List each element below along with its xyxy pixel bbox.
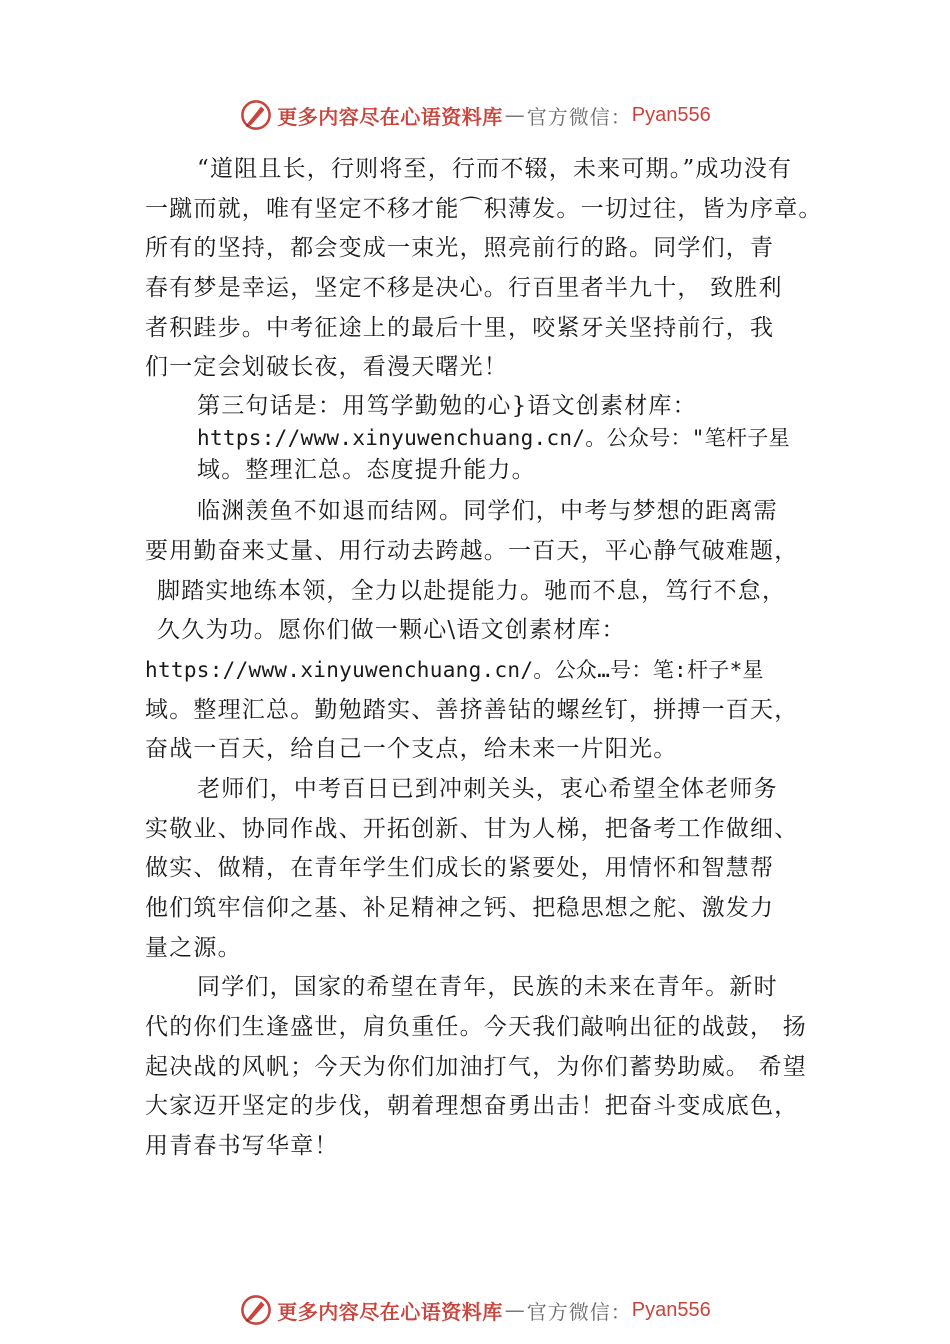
text-line: 他们筑牢信仰之基、补足精神之钙、把稳思想之舵、激发力 bbox=[145, 895, 775, 921]
banner-brand: 更多内容尽在心语资料库 bbox=[277, 104, 503, 129]
text-line: 代的你们生逢盛世，肩负重任。今天我们敲响出征的战鼓， 扬 bbox=[145, 1014, 807, 1041]
text-line: 起决战的风帆；今天为你们加油打气，为你们蓄势助威。 希望 bbox=[145, 1053, 807, 1080]
pen-logo-icon bbox=[239, 1293, 273, 1327]
banner-dash: — bbox=[504, 1298, 525, 1322]
text-line: 同学们，国家的希望在青年，民族的未来在青年。新时 bbox=[197, 974, 778, 1001]
text-line: 要用勤奋来丈量、用行动去跨越。一百天，平心静气破难题， bbox=[145, 537, 799, 564]
text-line: 所有的坚持，都会变成一束光，照亮前行的路。同学们，青 bbox=[145, 235, 775, 262]
banner-dash: — bbox=[504, 103, 525, 127]
banner-wechat-id: Pyan556 bbox=[631, 1298, 711, 1321]
document-body bbox=[145, 150, 835, 1167]
text-line: 第三句话是：用笃学勤勉的心}语文创素材库： bbox=[197, 393, 697, 420]
text-line: 奋战一百天，给自己一个支点，给未来一片阳光。 bbox=[145, 736, 678, 763]
banner-wechat-id: Pyan556 bbox=[631, 103, 711, 126]
text-line: 大家迈开坚定的步伐，朝着理想奋勇出击！把奋斗变成底色， bbox=[145, 1093, 799, 1120]
banner-wechat-label: 官方微信： bbox=[526, 104, 632, 129]
footer-banner bbox=[0, 1290, 950, 1330]
text-line: 域。整理汇总。态度提升能力。 bbox=[197, 457, 536, 484]
text-line: 用青春书写华章！ bbox=[145, 1133, 339, 1160]
text-line: 一蹴而就，唯有坚定不移才能⌒积薄发。一切过往，皆为序章。 bbox=[145, 195, 823, 222]
text-line: 久久为功。愿你们做一颗心\语文创素材库： bbox=[157, 617, 626, 644]
text-line: https://www.xinyuwenchuang.cn/。公众…号：笔:杆子*星 bbox=[145, 657, 764, 682]
text-line: “道阻且长，行则将至，行而不辍，未来可期。”成功没有 bbox=[197, 156, 793, 182]
pen-logo-icon bbox=[239, 98, 273, 132]
text-line: 做实、做精，在青年学生们成长的紧要处，用情怀和智慧帮 bbox=[145, 855, 775, 882]
text-line: 实敬业、协同作战、开拓创新、甘为人梯，把备考工作做细、 bbox=[145, 815, 799, 842]
banner-brand: 更多内容尽在心语资料库 bbox=[277, 1299, 503, 1324]
text-line: 春有梦是幸运，坚定不移是决心。行百里者半九十， 致胜利 bbox=[145, 275, 783, 302]
text-line: 老师们，中考百日已到冲刺关头，衷心希望全体老师务 bbox=[197, 775, 778, 802]
text-line: 域。整理汇总。勤勉踏实、善挤善钻的螺丝钉，拼搏一百天， bbox=[145, 696, 799, 723]
text-line: 量之源。 bbox=[145, 934, 242, 961]
header-banner bbox=[0, 95, 950, 135]
text-line: 们一定会划破长夜，看漫天曙光！ bbox=[145, 354, 508, 381]
text-line: https://www.xinyuwenchuang.cn/。公众号："笔杆子星 bbox=[197, 426, 790, 451]
text-line: 脚踏实地练本领，全力以赴提能力。驰而不息，笃行不怠， bbox=[157, 577, 787, 604]
text-line: 者积跬步。中考征途上的最后十里，咬紧牙关坚持前行，我 bbox=[145, 314, 775, 341]
text-line: 临渊羡鱼不如退而结网。同学们，中考与梦想的距离需 bbox=[197, 498, 778, 525]
banner-wechat-label: 官方微信： bbox=[526, 1299, 632, 1324]
